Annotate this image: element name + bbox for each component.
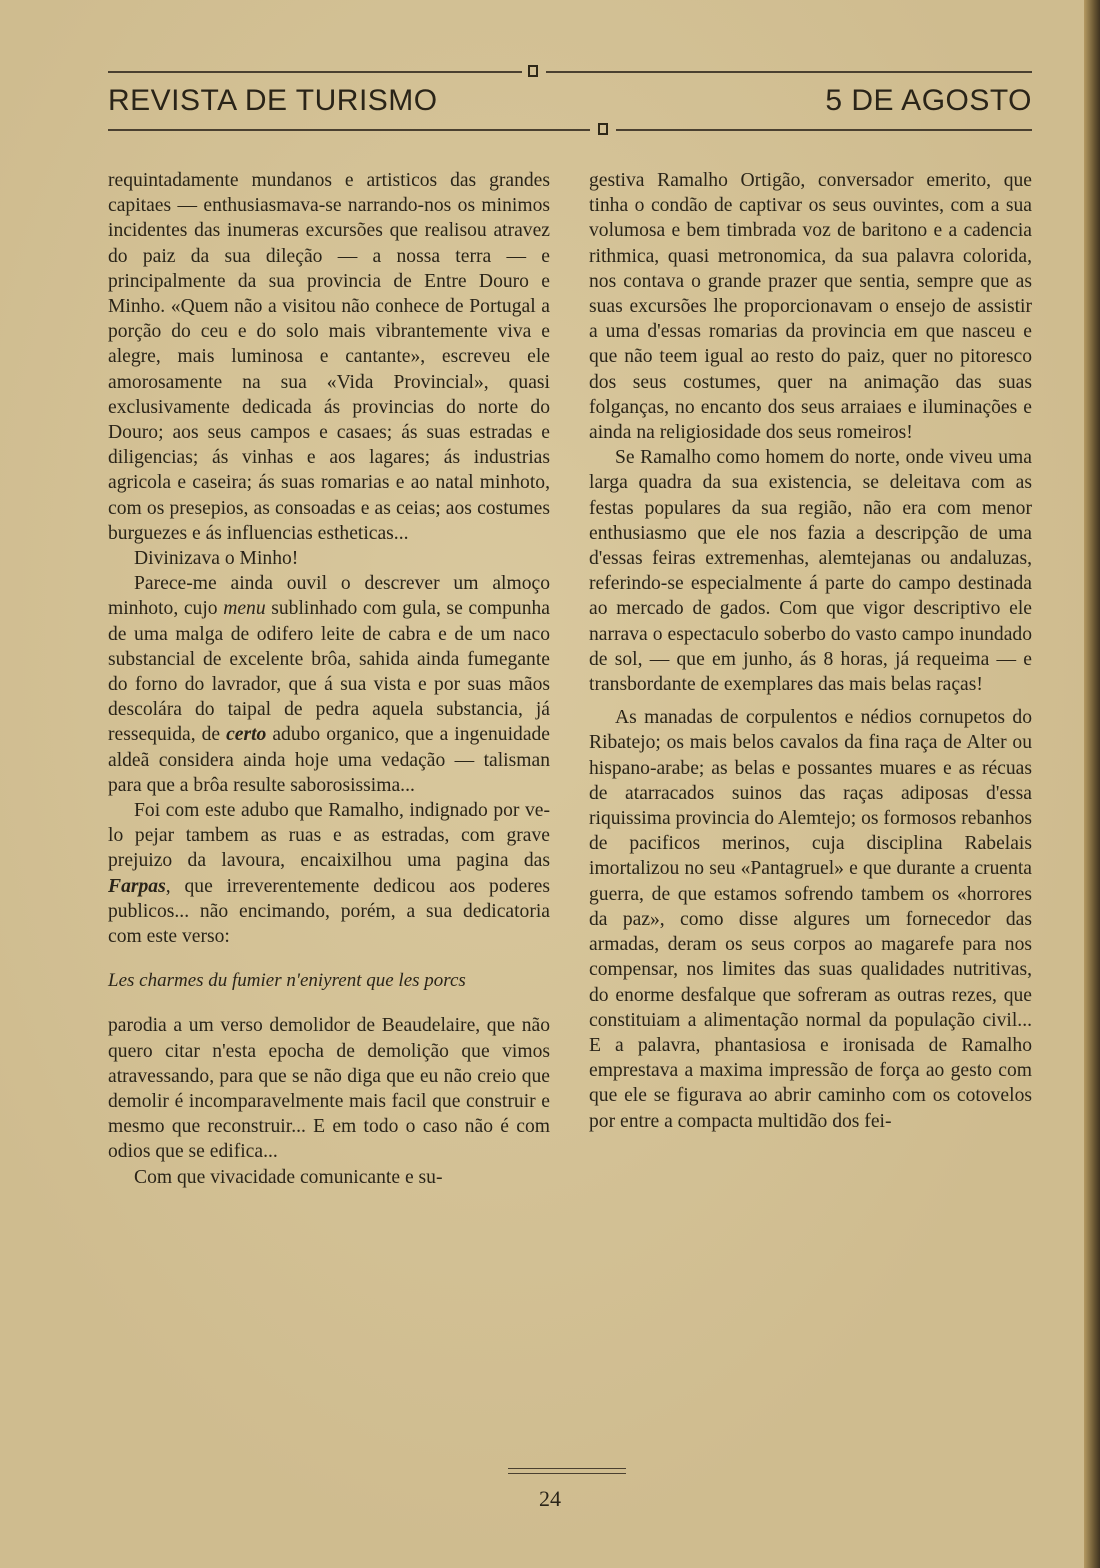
right-column <box>589 168 1032 1134</box>
page-number: 24 <box>539 1486 561 1511</box>
footer-rule <box>508 1468 626 1469</box>
paragraph: gestiva Ramalho Ortigão, conversador emerito, que tinha o condão de captivar os seus ouvintes, com a sua volumosa e bem timbrada voz de baritono e a cadencia rithmica, quasi metronomica, da sua palavra colorida, nos contava o grande prazer que sentia, sempre que as suas excursões lhe proporcionavam o ensejo de assistir a uma d'essas romarias da provincia em que nasceu e que não teem igual ao resto do paiz, quer no pitoresco dos seus costumes, quer na animação das suas folganças, no encanto dos seus arraiaes e iluminações e ainda na religiosidade dos seus romeiros! <box>589 170 1032 444</box>
paragraph: parodia a um verso demolidor de Beaudelaire, que não quero citar n'esta epocha de demolição que vimos atravessando, para que se não diga que eu não creio que demolir é incomparavelmente mais facil que construir e mesmo que reconstruir... E em todo o caso não é com odios que se edifica... <box>108 1015 550 1163</box>
issue-date: 5 DE AGOSTO <box>825 84 1032 117</box>
left-column <box>108 168 550 1190</box>
rule-ornament <box>528 65 538 77</box>
emphasis-menu: menu <box>223 598 266 620</box>
paragraph: Divinizava o Minho! <box>134 548 299 570</box>
rule-ornament <box>598 123 608 135</box>
paragraph: Parece-me ainda ouvil o descrever um almoço minhoto, cujo menu sublinhado com gula, se compunha de uma malga de odifero leite de cabra e de um naco substancial de excelente brôa, sahida ainda fumegante do forno do lavrador, que á sua vista e por suas mãos descolára do taipal de pedra aquela substancia, já ressequida, de certo adubo organico, que a ingenuidade aldeã considera ainda hoje uma vedação — talisman para que a brôa resulte saborosissima... <box>108 573 551 796</box>
running-header <box>108 84 1032 124</box>
paragraph: As manadas de corpulentos e nédios cornupetos do Ribatejo; os mais belos cavalos da fina raça de Alter ou hispano-arabe; as belas e possantes muares e as récuas de atarracados suinos das raças adiposas d'essa riquissima provincia do Alemtejo; os formosos rebanhos de pacificos merinos, cuja disciplina Rabelais imortalizou no seu «Pantagruel» e que durante a cruenta guerra, de que estamos sofrendo tambem os «horrores da paz», como disse algures um fornecedor das armadas, deram os seus corpos ao magarefe para nos compensar, nos limites das suas qualidades nutritivas, do enorme desfalque que sofreram as outras rezes, que constituiam a alimentação normal da população civil... E a palavra, phantasiosa e ironisada de Ramalho emprestava a maxima impressão de força ao gesto com que ele se figurava ao abrir caminho com os cotovelos por entre a compacta multidão dos fei- <box>589 707 1032 1132</box>
paragraph: Se Ramalho como homem do norte, onde viveu uma larga quadra da sua existencia, se deleitava com as festas populares da sua região, não era com menor enthusiasmo que ele nos fazia a descripção de uma d'essas feiras extremenhas, alemtejanas ou andaluzas, referindo-se especialmente á parte do campo destinada ao mercado de gados. Com que vigor descriptivo ele narrava o espectaculo soberbo do vasto campo inundado de sol, — que em junho, ás 8 horas, já requeima — e transbordante de exemplares das mais belas raças! <box>589 447 1032 696</box>
footer-rule <box>508 1473 626 1474</box>
header-bottom-rule <box>108 126 1032 136</box>
emphasis-farpas: Farpas <box>108 875 166 897</box>
header-top-rule <box>108 68 1032 78</box>
paragraph: Com que vivacidade comunicante e su- <box>134 1166 443 1188</box>
emphasis-certo: certo <box>226 724 267 746</box>
paragraph: Foi com este adubo que Ramalho, indignado por ve-lo pejar tambem as ruas e as estradas, com grave prejuizo da lavoura, encaixilhou uma pagina das Farpas, que irreverentemente dedicou aos poderes publicos... não encimando, porém, a sua dedicatoria com este verso: <box>108 800 550 948</box>
quoted-verse: Les charmes du fumier n'eniyrent que les porcs <box>108 970 466 992</box>
paragraph: requintadamente mundanos e artisticos das grandes capitaes — enthusiasmava-se narrando-nos os minimos incidentes das inumeras excursões que realisou atravez do paiz da sua dileção — a nossa terra — e principalmente da sua provincia de Entre Douro e Minho. «Quem não a visitou não conhece de Portugal a porção do ceu e do solo mais vibrantemente viva e alegre, mais luminosa e cantante», escreveu ele amorosamente na sua «Vida Provincial», quasi exclusivamente dedicada ás provincias do norte do Douro; aos seus campos e casaes; ás suas estradas e diligencias; ás vinhas e aos lagares; ás industrias agricola e caseira; ás suas romarias e ao natal minhoto, com os presepios, as consoadas e as ceias; aos costumes burguezes e ás influencias estheticas... <box>108 170 550 544</box>
magazine-title: REVISTA DE TURISMO <box>108 84 438 117</box>
page-spine-edge <box>1084 0 1100 1568</box>
